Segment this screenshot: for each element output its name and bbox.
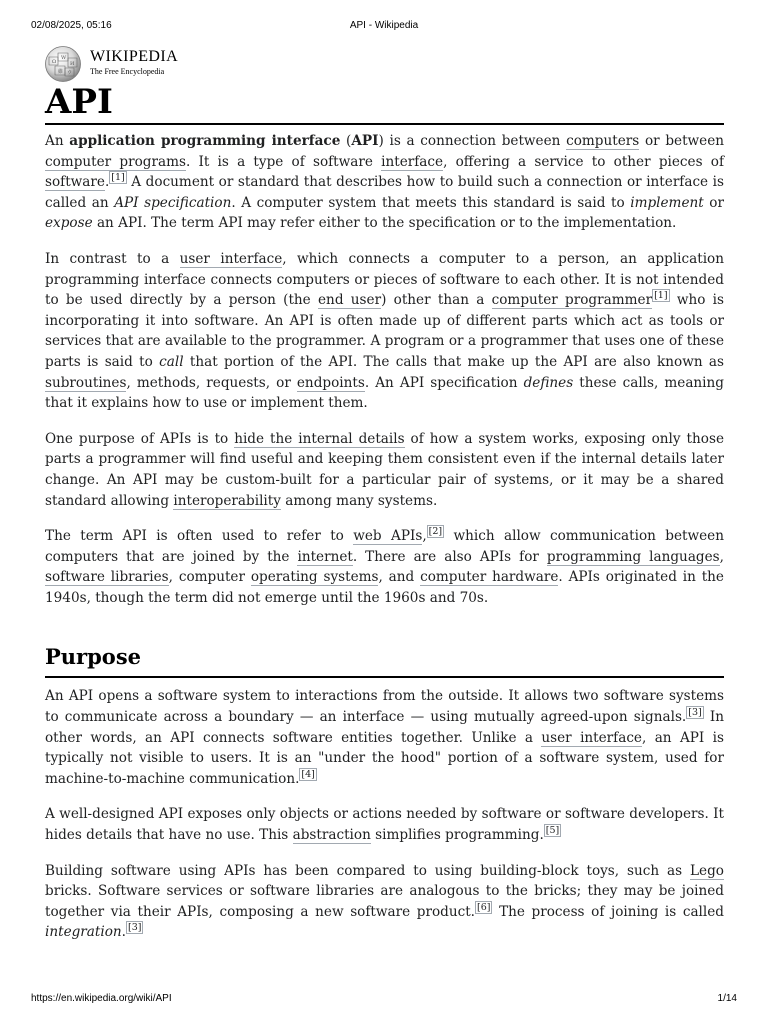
italic-term: integration (45, 924, 122, 941)
text: , which connects a computer to a person, an application programming interface connects computers or pieces of software to each other. It is not intended to be used directly by a person (the (45, 250, 724, 309)
section-heading-purpose: Purpose (45, 644, 724, 678)
text: these calls, meaning that it explains how to use or implement them. (45, 374, 724, 412)
text: , an API is typically not visible to users. It is an "under the hood" portion of a software system, used for machine-to-machine communication. (45, 729, 724, 787)
bold-term: API (351, 133, 379, 149)
svg-text:W: W (61, 55, 67, 61)
print-doc-title: API - Wikipedia (349, 20, 419, 31)
link-web-apis[interactable]: web APIs (353, 528, 423, 545)
text: One purpose of APIs is to (45, 430, 235, 447)
intro-paragraph-1 (45, 131, 724, 234)
citation[interactable] (544, 824, 561, 837)
citation[interactable] (652, 289, 669, 302)
italic-term: API specification (114, 194, 232, 211)
text: or (703, 194, 724, 211)
italic-term: call (159, 353, 184, 370)
purpose-paragraph-3 (45, 861, 724, 943)
link-abstraction[interactable]: abstraction (292, 827, 371, 844)
text: which allow communication between computers that are joined by the (45, 528, 724, 565)
text: . An API specification (364, 374, 524, 391)
citation[interactable] (126, 921, 143, 934)
citation[interactable] (109, 171, 126, 184)
link-internet[interactable]: internet (297, 548, 353, 565)
citation[interactable] (299, 768, 316, 781)
wikipedia-globe-icon (44, 45, 82, 83)
link-lego[interactable]: Lego (690, 862, 724, 879)
citation-label[interactable]: [2] (428, 526, 443, 538)
purpose-paragraph-2 (45, 804, 724, 845)
text: Building software using APIs has been compared to using building-block toys, such as (45, 862, 691, 879)
text: . (104, 174, 110, 191)
text: that portion of the API. The calls that make up the API are also known as (183, 353, 724, 370)
text: ( (340, 133, 352, 149)
text: an API. The term API may refer either to the specification or to the implementation. (92, 215, 677, 232)
svg-text:ウ: ウ (67, 70, 73, 76)
text: , methods, requests, or (126, 374, 297, 391)
text: . (121, 924, 126, 941)
text: . A computer system that meets this standard is said to (231, 194, 631, 211)
link-computer-hardware[interactable]: computer hardware (420, 569, 559, 586)
text: An (45, 133, 70, 149)
text: The process of joining is called (492, 903, 724, 920)
article-content (45, 131, 724, 958)
citation-label[interactable]: [1] (654, 290, 668, 302)
link-interoperability[interactable]: interoperability (173, 492, 281, 509)
intro-paragraph-3 (45, 429, 724, 511)
wikipedia-wordmark-title: WIKIPEDIA (90, 48, 179, 65)
text: who is incorporating it into software. An API is often made up of different parts which act as tools or services that are available to the programmer. A program or a programmer that uses one of these parts is said to (45, 292, 725, 370)
print-header (0, 20, 768, 34)
svg-text:維: 維 (58, 69, 64, 75)
citation-label[interactable]: [3] (688, 707, 702, 719)
text: among many systems. (280, 492, 438, 509)
text: . APIs originated in the 1940s, though the term did not emerge until the 1960s and 70s. (45, 569, 724, 606)
citation-label[interactable]: [4] (301, 768, 315, 780)
svg-text:И: И (70, 61, 75, 67)
link-endpoints[interactable]: endpoints (296, 374, 365, 391)
italic-term: defines (523, 374, 574, 391)
text: An API opens a software system to interactions from the outside. It allows two software systems to communicate across a boundary — an interface — using mutually agreed-upon signals. (45, 688, 724, 726)
print-url: https://en.wikipedia.org/wiki/API (31, 993, 172, 1004)
text: A well-designed API exposes only objects or actions needed by software or software developers. It hides details that have no use. This (45, 806, 724, 844)
print-datetime: 02/08/2025, 05:16 (31, 20, 112, 31)
wikipedia-tagline: The Free Encyclopedia (90, 67, 165, 76)
bold-term: application programming interface (69, 133, 341, 149)
link-information-hiding[interactable]: hide the internal details (234, 430, 405, 447)
link-user-interface[interactable]: user interface (541, 729, 642, 746)
text: , computer (168, 569, 251, 586)
text: , and (378, 569, 421, 586)
intro-paragraph-2 (45, 249, 724, 414)
print-page-number: 1/14 (717, 993, 737, 1004)
link-software-libraries[interactable]: software libraries (45, 569, 169, 586)
wikipedia-wordmark (90, 49, 178, 77)
text: . There are also APIs for (352, 548, 547, 565)
citation[interactable] (427, 525, 444, 538)
text: simplifies programming. (370, 827, 544, 844)
citation-label[interactable]: [3] (128, 922, 142, 934)
citation[interactable] (686, 706, 703, 719)
text: . It is a type of software (185, 153, 382, 170)
print-footer (0, 993, 768, 1007)
text: ) is a connection between (378, 133, 567, 149)
text: of how a system works, exposing only those parts a programmer will find useful and keeping them consistent even if the internal details later change. An API may be custom-built for a particular pair of systems, or it may be a shared standard allowing (45, 430, 724, 509)
text: or between (639, 133, 725, 149)
citation-label[interactable]: [1] (111, 172, 125, 184)
text: In contrast to a (45, 250, 180, 267)
svg-text:Ω: Ω (52, 59, 57, 65)
link-subroutines[interactable]: subroutines (45, 374, 127, 391)
text: bricks. Software services or software libraries are analogous to the bricks; they may be joined together via their APIs, composing a new software product. (45, 883, 724, 920)
link-operating-systems[interactable]: operating systems (250, 569, 379, 586)
title-underline (45, 123, 724, 125)
text: , (422, 528, 427, 545)
text: , (719, 548, 724, 565)
link-user-interface[interactable]: user interface (179, 250, 283, 267)
link-end-user[interactable]: end user (318, 292, 382, 309)
link-computer-programmer[interactable]: computer programmer (491, 292, 653, 309)
italic-term: expose (45, 215, 93, 232)
purpose-paragraph-1 (45, 686, 724, 789)
text: , offering a service to other pieces of (443, 153, 725, 170)
link-interface[interactable]: interface (381, 153, 444, 170)
link-computers[interactable]: computers (566, 133, 640, 149)
italic-term: implement (630, 194, 704, 211)
text: The term API is often used to refer to (45, 528, 354, 545)
text: ) other than a (381, 292, 492, 309)
link-software[interactable]: software (45, 174, 105, 191)
page-title: API (45, 82, 113, 122)
link-computer-programs[interactable]: computer programs (45, 153, 186, 170)
text: In other words, an API connects software entities together. Unlike a (45, 709, 724, 746)
link-programming-languages[interactable]: programming languages (546, 548, 720, 565)
citation-label[interactable]: [5] (545, 825, 560, 837)
intro-paragraph-4 (45, 526, 724, 608)
citation-label[interactable]: [6] (476, 901, 491, 913)
text: A document or standard that describes how to build such a connection or interface is called an (45, 174, 724, 211)
citation[interactable] (475, 901, 492, 914)
